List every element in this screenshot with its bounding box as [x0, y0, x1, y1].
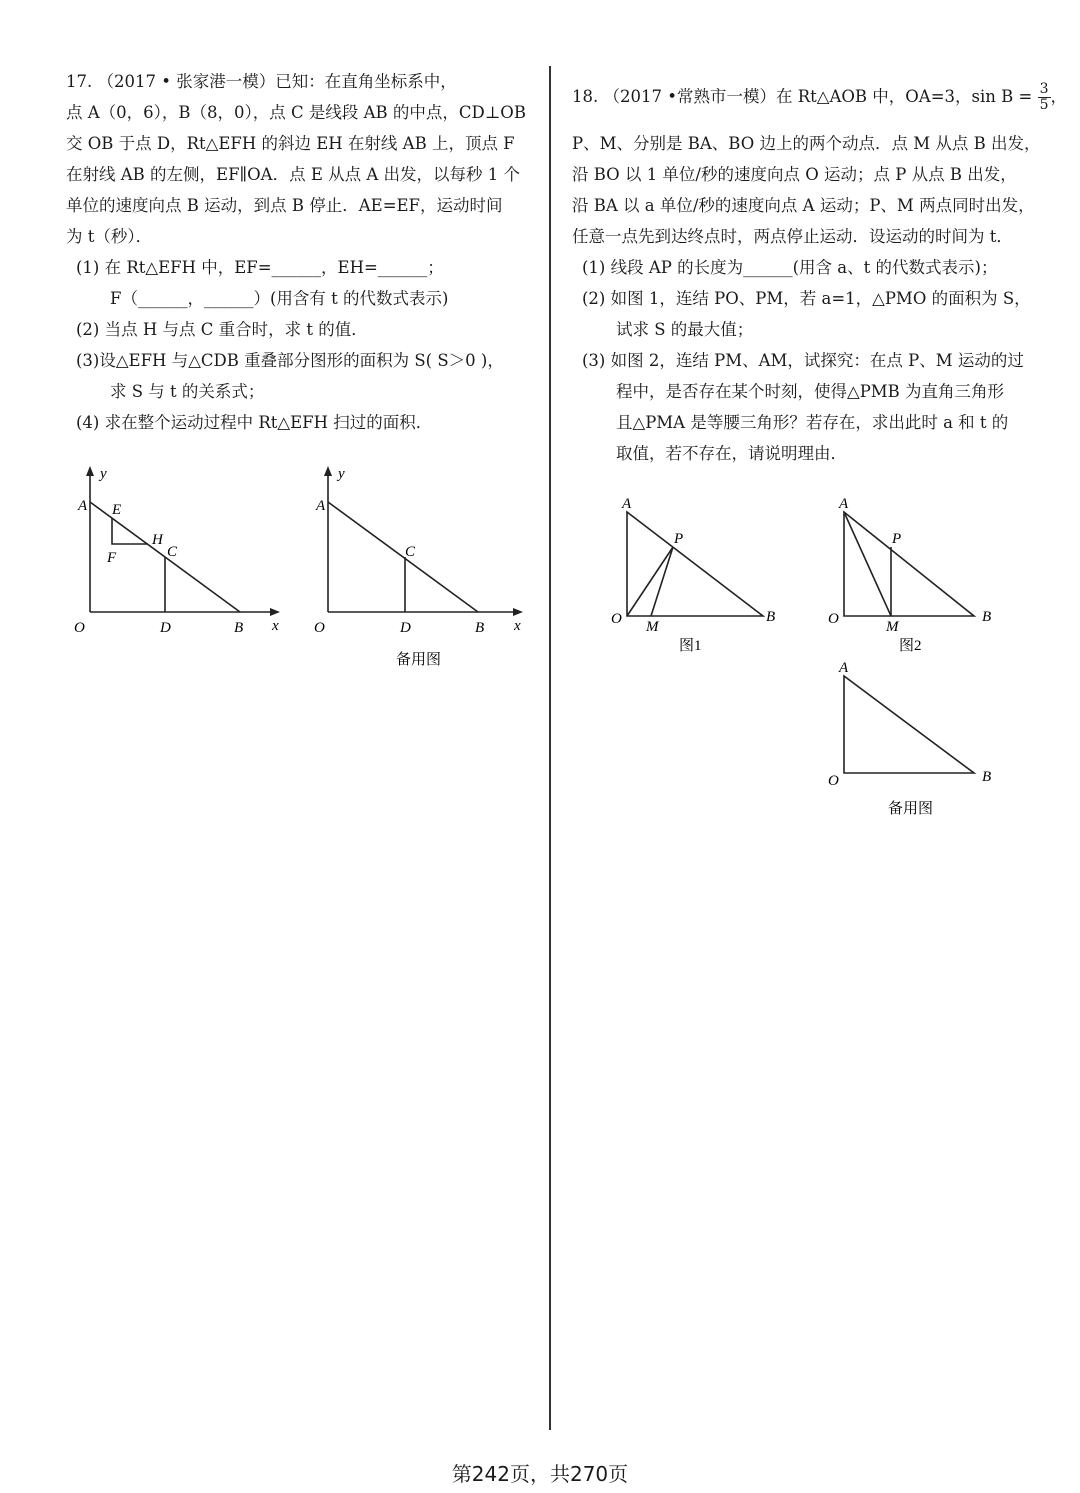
q18-fig2-label-P: P — [892, 531, 902, 547]
q17-part-1b: F（______，______）(用含有 t 的代数式表示) — [110, 289, 449, 308]
q17-line-4: 在射线 AB 的左侧，EF∥OA．点 E 从点 A 出发，以每秒 1 个 — [66, 165, 521, 184]
q18-fig1-label-A: A — [622, 496, 632, 512]
q17-label-O: O — [74, 620, 85, 636]
q18-frac-den: 5 — [1039, 97, 1049, 113]
q17-label-E: E — [112, 502, 122, 518]
q17-line-3: 交 OB 于点 D，Rt△EFH 的斜边 EH 在射线 AB 上，顶点 F — [66, 134, 515, 153]
q17-spare-label-C: C — [405, 544, 416, 560]
q17-part-1: (1) 在 Rt△EFH 中，EF=______，EH=______； — [76, 258, 444, 277]
q18-fig1-label-B: B — [766, 609, 776, 625]
q17-spare-label-y: y — [338, 466, 345, 482]
q18-fig2-label-O: O — [828, 611, 839, 627]
q17-figure-spare — [308, 462, 530, 674]
q18-part-2: (2) 如图 1，连结 PO、PM，若 a=1，△PMO 的面积为 S， — [582, 289, 1031, 308]
q18-part-2b: 试求 S 的最大值； — [616, 320, 754, 339]
q17-part-3: (3)设△EFH 与△CDB 重叠部分图形的面积为 S( S＞0 )， — [76, 351, 504, 370]
q18-part-3b: 程中，是否存在某个时刻，使得△PMB 为直角三角形 — [616, 382, 1005, 401]
q18-part-3c: 且△PMA 是等腰三角形？若存在，求出此时 a 和 t 的 — [616, 413, 1009, 432]
q18-head — [572, 66, 1068, 128]
q18-line-1: P、M、分别是 BA、BO 边上的两个动点．点 M 从点 B 出发， — [572, 134, 1041, 153]
q17-label-C: C — [167, 544, 178, 560]
q18-fig1-caption: 图1 — [679, 638, 702, 654]
q18-fig2-caption: 图2 — [899, 638, 922, 654]
q18-figure-2 — [824, 492, 1014, 660]
q18-figure-1 — [606, 492, 796, 660]
problem-17 — [66, 66, 536, 438]
q18-fig1-label-M: M — [646, 619, 659, 635]
q18-part-1: (1) 线段 AP 的长度为______(用含 a、t 的代数式表示)； — [582, 258, 998, 277]
q18-spare-label-B: B — [982, 769, 992, 785]
q17-line-5: 单位的速度向点 B 运动，到点 B 停止．AE=EF，运动时间 — [66, 196, 503, 215]
q17-part-3b: 求 S 与 t 的关系式； — [110, 382, 265, 401]
q17-spare-label-B: B — [475, 620, 485, 636]
q17-spare-label-x: x — [514, 618, 521, 634]
q18-fig2-label-M: M — [886, 619, 899, 635]
q17-line-6: 为 t（秒）． — [66, 227, 153, 246]
problem-18 — [572, 66, 1068, 469]
page-footer: 第242页，共270页 — [451, 1462, 629, 1486]
q17-label-A: A — [78, 498, 88, 514]
q18-part-3d: 取值，若不存在，请说明理由． — [616, 444, 847, 463]
q17-line-2: 点 A（0，6），B（8，0），点 C 是线段 AB 的中点，CD⊥OB — [66, 103, 526, 122]
q18-spare-label-A: A — [839, 660, 849, 676]
q18-spare-label-O: O — [828, 773, 839, 789]
q18-line-3: 沿 BA 以 a 单位/秒的速度向点 A 运动；P、M 两点同时出发， — [572, 196, 1035, 215]
q18-fig2-label-A: A — [839, 496, 849, 512]
column-divider — [549, 66, 551, 1430]
q18-line-2: 沿 BO 以 1 单位/秒的速度向点 O 运动；点 P 从点 B 出发， — [572, 165, 1017, 184]
q17-label-F: F — [107, 550, 117, 566]
q18-fig2-label-B: B — [982, 609, 992, 625]
q18-line-4: 任意一点先到达终点时，两点停止运动．设运动的时间为 t． — [572, 227, 1013, 246]
q17-label-x: x — [272, 618, 279, 634]
q18-fraction — [1038, 82, 1051, 113]
q18-head-text: 18. （2017 •常熟市一模）在 Rt△AOB 中，OA=3，sin B = — [572, 87, 1033, 106]
q17-part-2: (2) 当点 H 与点 C 重合时，求 t 的值． — [76, 320, 368, 339]
q18-part-3: (3) 如图 2，连结 PM、AM，试探究：在点 P、M 运动的过 — [582, 351, 1024, 370]
q17-label-H: H — [152, 532, 163, 548]
q18-spare-caption: 备用图 — [888, 801, 934, 817]
q17-part-4: (4) 求在整个运动过程中 Rt△EFH 扫过的面积． — [76, 413, 433, 432]
q18-figure-spare — [824, 656, 1014, 824]
q17-spare-label-O: O — [314, 620, 325, 636]
q17-line-1: 17. （2017 • 张家港一模）已知：在直角坐标系中， — [66, 72, 457, 91]
q17-figure-main — [70, 462, 285, 642]
q18-frac-num: 3 — [1039, 81, 1049, 97]
q17-label-B: B — [234, 620, 244, 636]
q18-fig1-label-P: P — [674, 531, 684, 547]
q17-label-y: y — [100, 466, 107, 482]
q18-head-tail: ， — [1050, 87, 1068, 106]
q17-spare-label-A: A — [316, 498, 326, 514]
q18-fig1-label-O: O — [611, 611, 622, 627]
q17-spare-label-D: D — [400, 620, 411, 636]
q17-spare-caption: 备用图 — [396, 652, 442, 668]
q17-label-D: D — [160, 620, 171, 636]
